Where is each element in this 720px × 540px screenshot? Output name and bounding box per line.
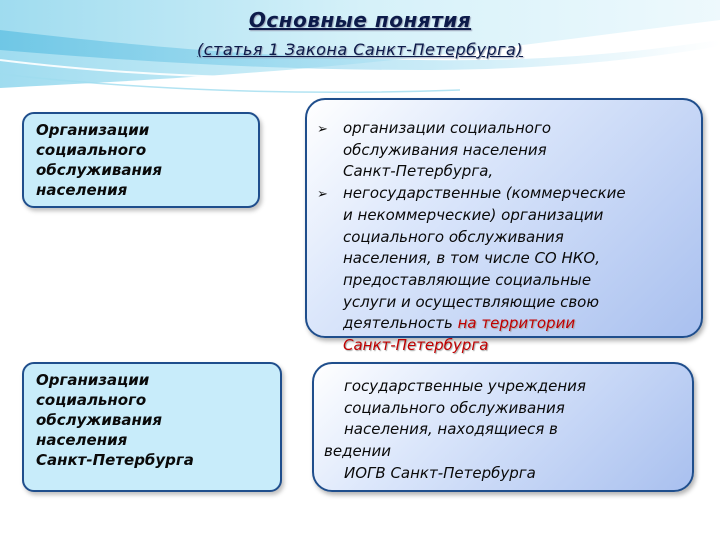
term-line: обслуживания	[36, 161, 162, 179]
definition-line: населения, находящиеся в	[344, 420, 558, 439]
highlight-text: Санкт-Петербурга	[343, 336, 489, 355]
definition-text: деятельность	[343, 314, 458, 333]
definition-item	[317, 118, 687, 183]
term-line: Организации	[36, 121, 150, 139]
definition-line: ИОГВ Санкт-Петербурга	[344, 463, 536, 482]
term-line: социального	[36, 391, 147, 409]
term-line: обслуживания	[36, 411, 162, 429]
definition-box-organizations	[305, 98, 703, 355]
definition-item	[317, 183, 687, 357]
definition-line: социального обслуживания	[344, 398, 565, 417]
arrowhead-bullet-icon: ➢	[317, 122, 328, 137]
term-box-spb-organizations	[22, 362, 282, 492]
definition-line: организации социального	[343, 119, 552, 137]
term-box-organizations	[22, 112, 260, 208]
arrowhead-bullet-icon: ➢	[317, 187, 328, 203]
definition-line: негосударственные (коммерческие	[343, 184, 626, 203]
definition-line: государственные учреждения	[344, 377, 586, 395]
definition-line: и некоммерческие) организации	[343, 205, 604, 224]
term-line: населения	[36, 431, 128, 449]
term-line: Санкт-Петербурга	[36, 451, 194, 469]
definition-line: населения, в том числе СО НКО,	[343, 249, 601, 268]
term-line: населения	[36, 181, 128, 199]
term-line: Организации	[36, 371, 150, 389]
definition-line: предоставляющие социальные	[343, 270, 592, 289]
slide-subtitle: (статья 1 Закона Санкт-Петербурга)	[196, 40, 524, 59]
definition-line: обслуживания населения	[343, 140, 547, 159]
slide-title: Основные понятия	[248, 8, 472, 32]
highlight-text: на территории	[457, 314, 576, 333]
definition-line: услуги и осуществляющие свою	[343, 292, 599, 311]
definition-line: социального обслуживания	[343, 227, 564, 246]
term-line: социального	[36, 141, 147, 159]
definition-line-last	[343, 313, 687, 335]
definition-line: Санкт-Петербурга,	[343, 162, 494, 181]
definition-line: ведении	[324, 442, 391, 461]
definition-box-spb-organizations	[312, 362, 694, 492]
